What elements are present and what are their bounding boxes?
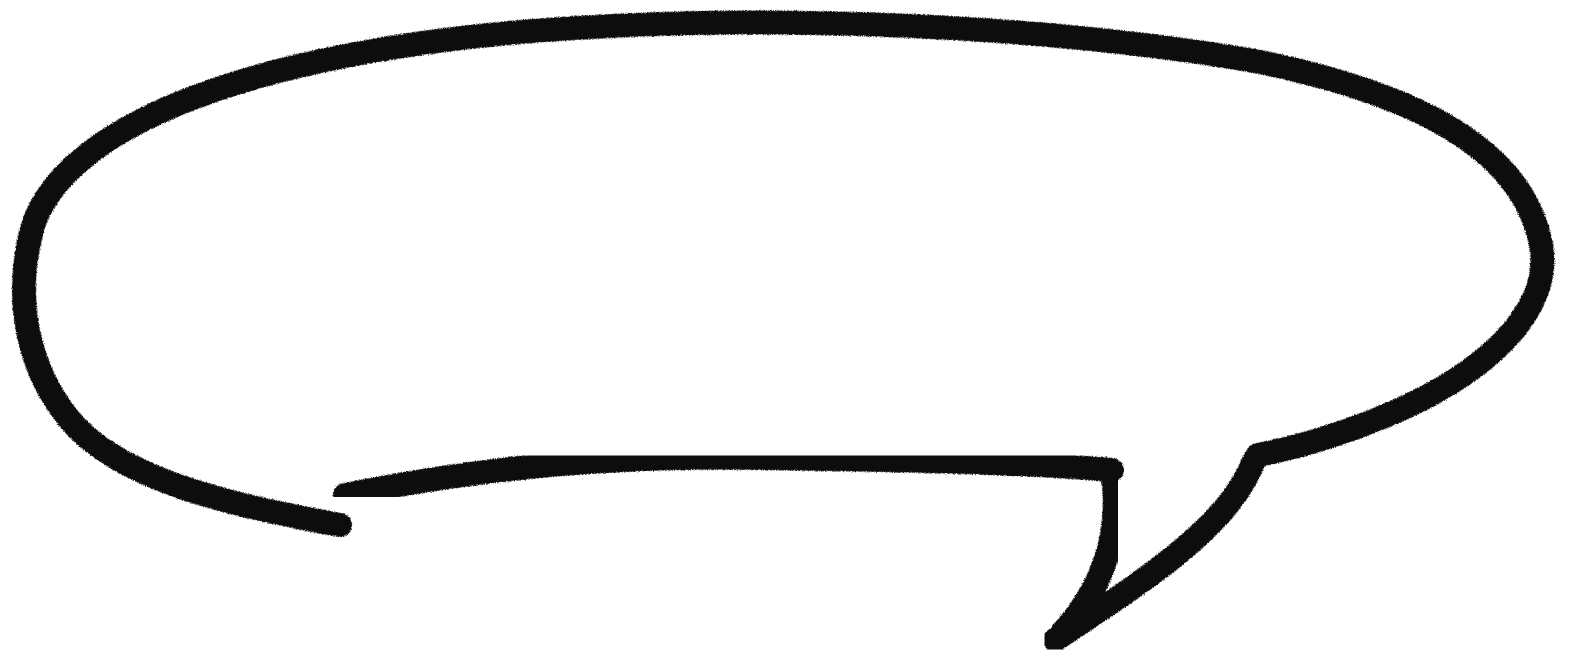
bubble-tail-right (1055, 455, 1258, 640)
bubble-text (120, 150, 1420, 350)
bubble-lower-edge (345, 458, 1112, 495)
